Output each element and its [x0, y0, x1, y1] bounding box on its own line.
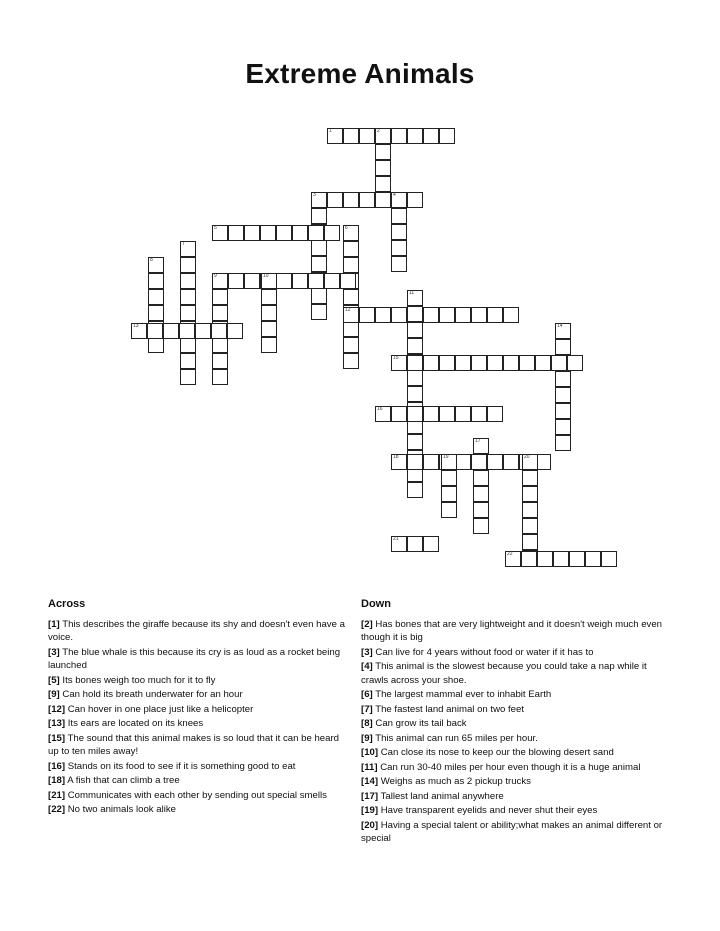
grid-cell[interactable] [148, 257, 164, 273]
clue-number: [17] [361, 790, 379, 802]
grid-clue-number: 18 [393, 454, 399, 460]
grid-cell[interactable] [391, 224, 407, 240]
grid-cell[interactable] [212, 305, 228, 321]
down-clue [361, 819, 673, 846]
down-heading: Down [361, 598, 391, 610]
grid-cell[interactable] [148, 337, 164, 353]
grid-cell[interactable] [522, 470, 538, 486]
grid-cell[interactable] [308, 273, 324, 289]
grid-cell[interactable] [180, 257, 196, 273]
grid-cell[interactable] [391, 192, 407, 208]
clue-number: [7] [361, 703, 373, 715]
clue-number: [5] [48, 674, 60, 686]
grid-cell[interactable] [473, 518, 489, 534]
grid-cell[interactable] [407, 322, 423, 338]
clue-number: [21] [48, 789, 66, 801]
grid-cell[interactable] [407, 192, 423, 208]
grid-clue-number: 9 [214, 273, 217, 279]
grid-clue-number: 10 [263, 273, 269, 279]
clue-number: [19] [361, 805, 379, 816]
across-clue [48, 760, 346, 774]
clue-text: Can run 30-40 miles per hour even though it is a huge animal [380, 761, 641, 773]
grid-cell[interactable] [569, 551, 585, 567]
grid-cell[interactable] [455, 454, 471, 470]
grid-cell[interactable] [407, 306, 423, 322]
clue-number: [15] [48, 732, 66, 744]
clue-number: [11] [361, 761, 378, 773]
grid-cell[interactable] [308, 225, 324, 241]
clue-number: [16] [48, 760, 66, 772]
grid-cell[interactable] [343, 337, 359, 353]
grid-clue-number: 13 [133, 323, 139, 329]
clue-text: Its bones weigh too much for it to fly [62, 674, 216, 686]
grid-cell[interactable] [555, 419, 571, 435]
down-clue [361, 761, 673, 775]
grid-cell[interactable] [212, 337, 228, 353]
clue-number: [6] [361, 689, 373, 700]
across-clue [48, 688, 346, 702]
clue-number: [22] [48, 804, 66, 815]
grid-cell[interactable] [180, 337, 196, 353]
grid-cell[interactable] [407, 434, 423, 450]
down-clue [361, 646, 673, 660]
across-clue [48, 646, 346, 673]
grid-clue-number: 20 [524, 454, 530, 460]
grid-cell[interactable] [324, 273, 340, 289]
across-clue [48, 789, 346, 803]
grid-cell[interactable] [147, 323, 163, 339]
clue-text: No two animals look alike [67, 804, 176, 815]
clue-text: Its ears are located on its knees [67, 718, 204, 729]
grid-cell[interactable] [148, 289, 164, 305]
grid-cell[interactable] [441, 454, 457, 470]
across-clue [48, 774, 346, 788]
grid-cell[interactable] [441, 470, 457, 486]
grid-cell[interactable] [471, 454, 487, 470]
grid-cell[interactable] [455, 406, 471, 422]
grid-cell[interactable] [244, 273, 260, 289]
grid-clue-number: 6 [345, 225, 348, 231]
grid-cell[interactable] [455, 307, 471, 323]
puzzle-title: Extreme Animals [245, 58, 475, 89]
grid-cell[interactable] [555, 435, 571, 451]
clue-text: Having a special talent or ability;what makes an animal different or special [361, 819, 663, 844]
grid-clue-number: 2 [377, 128, 380, 134]
clue-text: This animal can run 65 miles per hour. [375, 732, 538, 744]
clue-number: [1] [48, 618, 60, 630]
grid-cell[interactable] [327, 192, 343, 208]
clue-text: Weighs as much as 2 pickup trucks [380, 776, 531, 787]
grid-cell[interactable] [375, 307, 391, 323]
grid-clue-number: 11 [409, 290, 415, 296]
grid-cell[interactable] [555, 323, 571, 339]
grid-cell[interactable] [487, 406, 503, 422]
grid-cell[interactable] [391, 240, 407, 256]
clue-number: [9] [48, 689, 60, 700]
grid-cell[interactable] [148, 273, 164, 289]
grid-cell[interactable] [555, 403, 571, 419]
clue-text: This describes the giraffe because its shy and doesn't even have a voice. [48, 618, 345, 643]
grid-cell[interactable] [407, 338, 423, 354]
grid-cell[interactable] [551, 355, 567, 371]
grid-cell[interactable] [439, 355, 455, 371]
down-clue [361, 746, 673, 760]
down-clue [361, 717, 673, 731]
clue-text: Can hover in one place just like a helicopter [67, 703, 254, 715]
across-clue [48, 717, 346, 731]
clue-number: [3] [48, 646, 60, 658]
grid-clue-number: 1 [329, 128, 332, 134]
grid-cell[interactable] [555, 339, 571, 355]
grid-cell[interactable] [343, 353, 359, 369]
clue-text: The blue whale is this because its cry is as loud as a rocket being launched [48, 646, 341, 671]
grid-cell[interactable] [180, 369, 196, 385]
across-clue [48, 732, 346, 759]
clue-text: Can grow its tail back [375, 718, 467, 729]
grid-cell[interactable] [359, 128, 375, 144]
grid-cell[interactable] [212, 289, 228, 305]
grid-cell[interactable] [311, 192, 327, 208]
grid-cell[interactable] [311, 304, 327, 320]
grid-cell[interactable] [487, 307, 503, 323]
grid-cell[interactable] [327, 128, 343, 144]
down-clue [361, 804, 673, 818]
grid-clue-number: 15 [393, 355, 399, 361]
grid-clue-number: 22 [507, 551, 513, 557]
grid-cell[interactable] [343, 289, 359, 305]
grid-clue-number: 8 [150, 257, 153, 263]
grid-cell[interactable] [261, 305, 277, 321]
grid-cell[interactable] [195, 323, 211, 339]
grid-cell[interactable] [522, 486, 538, 502]
clue-number: [12] [48, 703, 66, 715]
grid-cell[interactable] [212, 369, 228, 385]
grid-cell[interactable] [324, 225, 340, 241]
grid-cell[interactable] [423, 355, 439, 371]
grid-cell[interactable] [343, 321, 359, 337]
grid-cell[interactable] [227, 323, 243, 339]
grid-cell[interactable] [487, 355, 503, 371]
grid-cell[interactable] [375, 128, 391, 144]
grid-cell[interactable] [375, 176, 391, 192]
grid-cell[interactable] [535, 355, 551, 371]
across-heading: Across [48, 598, 86, 610]
grid-cell[interactable] [311, 256, 327, 272]
grid-cell[interactable] [441, 502, 457, 518]
down-clue [361, 732, 673, 746]
grid-cell[interactable] [260, 225, 276, 241]
grid-cell[interactable] [423, 307, 439, 323]
grid-cell[interactable] [276, 273, 292, 289]
grid-cell[interactable] [343, 225, 359, 241]
grid-cell[interactable] [375, 192, 391, 208]
grid-cell[interactable] [503, 355, 519, 371]
clue-text: The fastest land animal on two feet [375, 703, 525, 715]
grid-cell[interactable] [522, 454, 538, 470]
grid-cell[interactable] [407, 386, 423, 402]
grid-cell[interactable] [148, 305, 164, 321]
clue-number: [13] [48, 718, 66, 729]
grid-cell[interactable] [473, 470, 489, 486]
clue-text: Stands on its food to see if it is something good to eat [67, 760, 296, 772]
down-clue [361, 660, 673, 687]
grid-cell[interactable] [343, 192, 359, 208]
across-clue [48, 674, 346, 688]
down-clues [361, 598, 673, 847]
grid-cell[interactable] [503, 307, 519, 323]
grid-clue-number: 16 [377, 406, 383, 412]
grid-clue-number: 4 [393, 192, 396, 198]
grid-cell[interactable] [212, 353, 228, 369]
clue-number: [2] [361, 618, 373, 630]
grid-cell[interactable] [311, 208, 327, 224]
clue-text: Can live for 4 years without food or water if it has to [375, 646, 594, 658]
grid-cell[interactable] [311, 240, 327, 256]
grid-cell[interactable] [211, 323, 227, 339]
grid-cell[interactable] [407, 406, 423, 422]
grid-cell[interactable] [471, 355, 487, 371]
grid-clue-number: 17 [475, 438, 481, 444]
grid-clue-number: 19 [443, 454, 449, 460]
grid-cell[interactable] [473, 438, 489, 454]
grid-cell[interactable] [292, 273, 308, 289]
grid-cell[interactable] [180, 305, 196, 321]
grid-cell[interactable] [522, 502, 538, 518]
grid-cell[interactable] [407, 370, 423, 386]
clue-text: The largest mammal ever to inhabit Earth [375, 689, 552, 700]
grid-cell[interactable] [537, 551, 553, 567]
grid-cell[interactable] [261, 273, 277, 289]
grid-cell[interactable] [391, 256, 407, 272]
across-clue [48, 618, 346, 645]
grid-cell[interactable] [555, 371, 571, 387]
grid-cell[interactable] [359, 192, 375, 208]
grid-cell[interactable] [311, 288, 327, 304]
grid-cell[interactable] [131, 323, 147, 339]
grid-cell[interactable] [375, 160, 391, 176]
clue-number: [20] [361, 819, 379, 831]
down-clue [361, 790, 673, 804]
grid-cell[interactable] [471, 406, 487, 422]
grid-cell[interactable] [601, 551, 617, 567]
grid-cell[interactable] [473, 486, 489, 502]
grid-cell[interactable] [228, 225, 244, 241]
grid-cell[interactable] [375, 144, 391, 160]
grid-cell[interactable] [212, 273, 228, 289]
clue-text: Can hold its breath underwater for an hour [62, 689, 243, 700]
clue-number: [10] [361, 747, 379, 758]
grid-cell[interactable] [407, 536, 423, 552]
grid-cell[interactable] [503, 454, 519, 470]
grid-cell[interactable] [553, 551, 569, 567]
grid-cell[interactable] [521, 551, 537, 567]
clue-number: [9] [361, 732, 373, 744]
grid-cell[interactable] [391, 208, 407, 224]
grid-cell[interactable] [163, 323, 179, 339]
grid-cell[interactable] [441, 486, 457, 502]
grid-cell[interactable] [359, 307, 375, 323]
down-clue [361, 703, 673, 717]
grid-cell[interactable] [439, 307, 455, 323]
grid-cell[interactable] [455, 355, 471, 371]
grid-cell[interactable] [439, 406, 455, 422]
grid-cell[interactable] [244, 225, 260, 241]
grid-cell[interactable] [585, 551, 601, 567]
grid-cell[interactable] [555, 387, 571, 403]
grid-cell[interactable] [522, 518, 538, 534]
grid-cell[interactable] [423, 454, 439, 470]
clue-text: Can close its nose to keep our the blowing desert sand [380, 747, 614, 758]
grid-clue-number: 5 [214, 225, 217, 231]
clue-number: [4] [361, 661, 373, 672]
clue-text: Tallest land animal anywhere [380, 790, 504, 802]
grid-cell[interactable] [179, 323, 195, 339]
grid-cell[interactable] [407, 482, 423, 498]
grid-cell[interactable] [407, 355, 423, 371]
clue-text: A fish that can climb a tree [67, 775, 180, 786]
grid-cell[interactable] [439, 128, 455, 144]
grid-cell[interactable] [212, 225, 228, 241]
clue-number: [14] [361, 776, 379, 787]
grid-cell[interactable] [340, 273, 356, 289]
grid-cell[interactable] [180, 241, 196, 257]
grid-cell[interactable] [180, 353, 196, 369]
grid-cell[interactable] [407, 128, 423, 144]
down-clue [361, 688, 673, 702]
across-clues [48, 598, 346, 818]
grid-cell[interactable] [180, 289, 196, 305]
grid-cell[interactable] [471, 307, 487, 323]
across-clue [48, 703, 346, 717]
grid-clue-number: 3 [313, 192, 316, 198]
across-clue [48, 803, 346, 817]
clue-text: Has bones that are very lightweight and it doesn't weigh much even though it is big [361, 618, 663, 643]
grid-clue-number: 21 [393, 536, 399, 542]
grid-cell[interactable] [343, 241, 359, 257]
grid-cell[interactable] [423, 406, 439, 422]
grid-cell[interactable] [228, 273, 244, 289]
grid-cell[interactable] [343, 257, 359, 273]
grid-cell[interactable] [423, 128, 439, 144]
grid-cell[interactable] [519, 355, 535, 371]
grid-cell[interactable] [180, 273, 196, 289]
clue-number: [8] [361, 718, 373, 729]
grid-cell[interactable] [473, 502, 489, 518]
down-clue [361, 618, 673, 645]
grid-cell[interactable] [391, 355, 407, 371]
grid-cell[interactable] [375, 406, 391, 422]
down-clue [361, 775, 673, 789]
grid-cell[interactable] [261, 289, 277, 305]
clue-text: Communicates with each other by sending out special smells [67, 789, 327, 801]
clue-text: This animal is the slowest because you could take a nap while it crawls across your shoe. [361, 661, 647, 686]
grid-cell[interactable] [487, 454, 503, 470]
grid-cell[interactable] [343, 128, 359, 144]
grid-cell[interactable] [407, 290, 423, 306]
grid-clue-number: 12 [345, 307, 351, 313]
grid-cell[interactable] [423, 536, 439, 552]
grid-cell[interactable] [567, 355, 583, 371]
clue-number: [3] [361, 646, 373, 658]
grid-cell[interactable] [261, 337, 277, 353]
grid-cell[interactable] [343, 307, 359, 323]
grid-clue-number: 14 [557, 323, 563, 329]
grid-cell[interactable] [505, 551, 521, 567]
grid-clue-number: 7 [182, 241, 185, 247]
grid-cell[interactable] [391, 406, 407, 422]
grid-cell[interactable] [261, 321, 277, 337]
grid-cell[interactable] [407, 454, 423, 470]
clue-text: Have transparent eyelids and never shut their eyes [380, 805, 598, 816]
grid-cell[interactable] [522, 534, 538, 550]
clue-number: [18] [48, 775, 66, 786]
grid-cell[interactable] [276, 225, 292, 241]
grid-cell[interactable] [292, 225, 308, 241]
clue-text: The sound that this animal makes is so loud that it can be heard up to ten miles away! [48, 732, 340, 757]
grid-cell[interactable] [391, 307, 407, 323]
grid-cell[interactable] [391, 128, 407, 144]
grid-cell[interactable] [391, 536, 407, 552]
grid-cell[interactable] [391, 454, 407, 470]
